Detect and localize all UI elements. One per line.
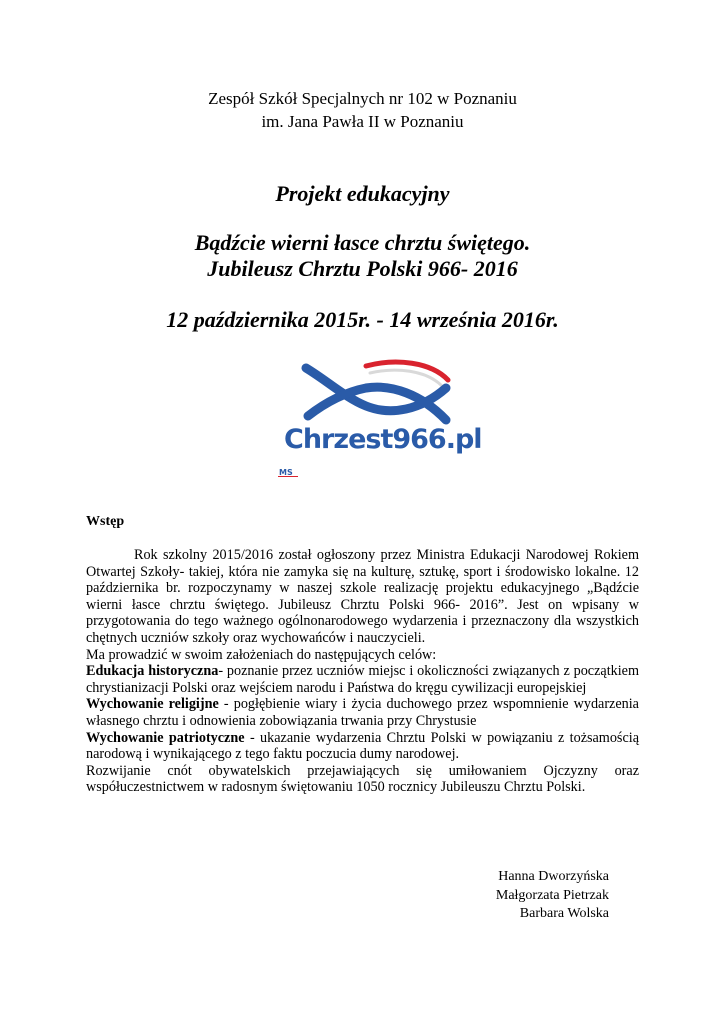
project-title: Projekt edukacyjny [275,181,450,206]
goal-text: - poznanie przez uczniów miejsc i okoliczności związanych z początkiem chrystianizacji Polski oraz wejściem narodu i Państwa do kręgu cywilizacji europejskiej [86,663,640,696]
signer-name: Hanna Dworzyńska [498,869,609,884]
small-logo-text: MS [279,468,293,477]
intro-body [86,547,639,796]
section-heading: Wstęp [86,514,125,529]
motto-line-1: Bądźcie wierni łasce chrztu świętego. [194,230,531,255]
signer-name: Barbara Wolska [519,906,609,921]
goals-intro: Ma prowadzić w swoim założeniach do następujących celów: [86,646,437,663]
small-logo-icon [276,466,300,478]
goal-item [86,663,639,696]
goal-text: - ukazanie wydarzenia Chrztu Polski w powiązaniu z tożsamością narodową i wynikającego z tego faktu poczucia dumy narodowej. [86,729,639,763]
motto-line-2: Jubileusz Chrztu Polski 966- 2016 [207,256,518,281]
school-patron: im. Jana Pawła II w Poznaniu [261,112,464,131]
project-dates: 12 października 2015r. - 14 września 2016r. [166,307,559,332]
signers-block [496,868,609,924]
logo-wordmark: Chrzest966.pl [284,424,482,455]
goal-label: Wychowanie religijne [86,696,219,713]
goal-text: - pogłębienie wiary i życia duchowego przez wspomnienie wydarzenia własnego chrztu i odnowienia zobowiązania trwania przy Chrystusie [86,696,639,729]
school-name: Zespół Szkół Specjalnych nr 102 w Poznaniu [208,89,517,108]
closing-paragraph: Rozwijanie cnót obywatelskich przejawiających się umiłowaniem Ojczyzny oraz współuczestnictwem w radosnym świętowaniu 1050 rocznicy Jubileuszu Chrztu Polski. [86,762,639,796]
goal-item [86,696,639,729]
goal-label: Edukacja historyczna [86,663,219,680]
goal-item [86,730,639,763]
signer-name: Małgorzata Pietrzak [495,887,609,903]
goal-label: Wychowanie patriotyczne [86,729,245,746]
intro-paragraph: Rok szkolny 2015/2016 został ogłoszony przez Ministra Edukacji Narodowej Rokiem Otwartej Szkoły- takiej, która nie zamyka się na kulturę, sztukę, sport i środowisko lokalne. 12 października br. rozpoczynamy w naszej szkole realizację projektu edukacyjnego „Bądźcie wierni łasce chrztu świętego. Jubileusz Chrztu Polski 966- 2016”. Jest on wpisany w przygotowania do tego ważnego ogólnonarodowego wydarzenia i przeznaczony dla wszystkich chętnych uczniów szkoły oraz wychowańców i nauczycieli. [86,547,639,646]
